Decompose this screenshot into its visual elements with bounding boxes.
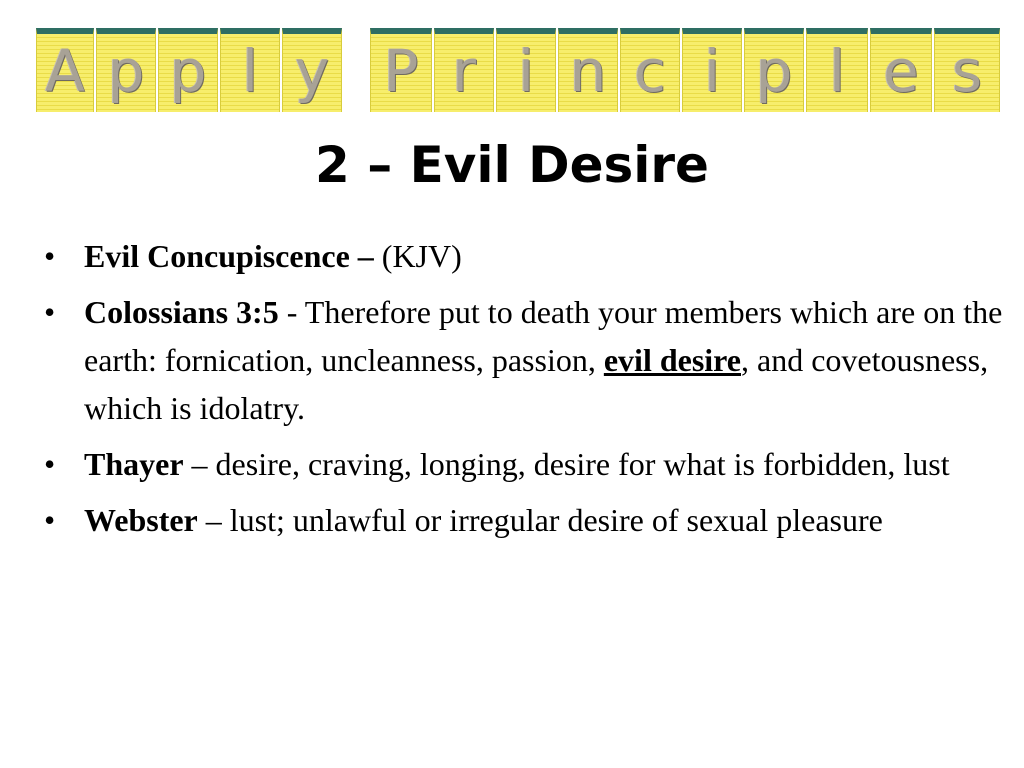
banner-tile (282, 28, 342, 112)
banner-letter: e (883, 37, 919, 105)
banner-tile (496, 28, 556, 112)
banner-letter: s (951, 37, 983, 105)
banner-letter: A (45, 37, 85, 105)
list-item (44, 232, 1004, 280)
banner-tile (158, 28, 218, 112)
highlighted-term: evil desire (603, 342, 741, 378)
bullet-term: Colossians 3:5 (84, 294, 279, 330)
apply-principles-banner (36, 28, 1000, 112)
list-item (44, 288, 1004, 432)
bullet-text: (KJV) (373, 238, 462, 274)
banner-letter: c (634, 37, 666, 105)
bullet-list (44, 232, 1004, 552)
bullet-dot: • (44, 238, 56, 274)
bullet-term: Webster (84, 502, 198, 538)
banner-tile (434, 28, 494, 112)
list-item (44, 440, 1004, 488)
banner-tile (870, 28, 932, 112)
banner-letter: p (169, 37, 207, 105)
banner-letter: y (294, 37, 330, 105)
banner-tile (682, 28, 742, 112)
bullet-dot: • (44, 502, 56, 538)
banner-tile (934, 28, 1000, 112)
bullet-dot: • (44, 446, 56, 482)
banner-letter: P (383, 37, 419, 105)
banner-letter: p (107, 37, 145, 105)
banner-letter: r (452, 37, 476, 105)
bullet-text: – lust; unlawful or irregular desire of sexual pleasure (197, 502, 883, 538)
list-item (44, 496, 1004, 544)
banner-tile (220, 28, 280, 112)
bullet-text: , and covetousness, which is idolatry. (84, 342, 989, 426)
bullet-term: Thayer (84, 446, 184, 482)
slide-title: 2 – Evil Desire (315, 136, 709, 194)
banner-letter: n (569, 37, 607, 105)
banner-tile (96, 28, 156, 112)
bullet-text: - Therefore put to death your members which are on the earth: fornication, uncleanness, passion, (84, 294, 1003, 378)
banner-tile (36, 28, 94, 112)
banner-letter: l (828, 37, 846, 105)
banner-tile (806, 28, 868, 112)
bullet-dot: • (44, 294, 56, 330)
bullet-text: – desire, craving, longing, desire for what is forbidden, lust (183, 446, 950, 482)
banner-tile (558, 28, 618, 112)
banner-tile (370, 28, 432, 112)
bullet-term: Evil Concupiscence – (84, 238, 374, 274)
banner-tile (744, 28, 804, 112)
banner-letter: i (517, 37, 535, 105)
banner-letter: l (241, 37, 259, 105)
banner-tile (620, 28, 680, 112)
banner-letter: p (755, 37, 793, 105)
banner-letter: i (703, 37, 721, 105)
